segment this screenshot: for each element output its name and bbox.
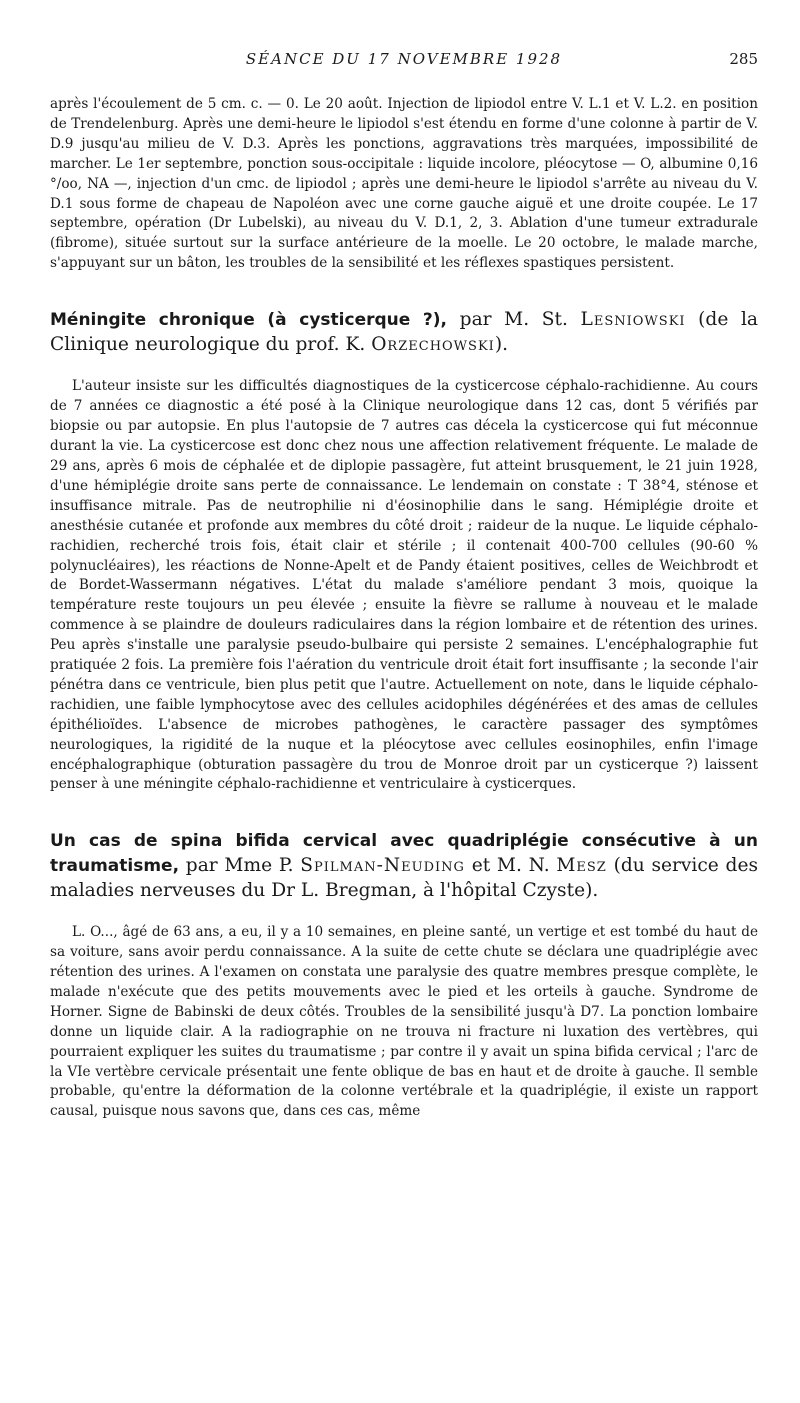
byline-part: et M. N. bbox=[464, 854, 557, 876]
byline-part: par Mme P. bbox=[179, 854, 301, 876]
article-title-main: Un cas de spina bifida cervical avec quadriplégie consécutive à un traumatisme, bbox=[50, 831, 758, 876]
byline-part: par M. St. bbox=[447, 309, 581, 331]
author-name: Mesz bbox=[556, 854, 607, 876]
clinic-chief-name: Orzechowski bbox=[371, 333, 495, 355]
case-continuation-paragraph: après l'écoulement de 5 cm. c. — 0. Le 20 août. Injection de lipiodol entre V. L.1 et V. L.2. en position de Trendelenburg. Après une demi-heure le lipiodol s'est étendu en forme d'une colonne à partir de V. D.9 jusqu'au milieu de V. D.3. Après les ponctions, aggravations très marquées, impossibilité de marcher. Le 1er septembre, ponction sous-occipitale : liquide incolore, pléocytose — O, albumine 0,16 °/oo, NA —, injection d'un cmc. de lipiodol ; après une demi-heure le lipiodol s'arrête au niveau du V. D.1 sous forme de chapeau de Napoléon avec une corne gauche aiguë et une droite coupée. Le 17 septembre, opération (Dr Lubelski), au niveau du V. D.1, 2, 3. Ablation d'une tumeur extradurale (fibrome), située surtout sur la surface antérieure de la moelle. Le 20 octobre, le malade marche, s'appuyant sur un bâton, les troubles de la sensibilité et les réflexes spastiques persistent. bbox=[50, 96, 758, 272]
byline-part: ). bbox=[494, 333, 508, 355]
author-name: Spilman-Neuding bbox=[300, 854, 465, 876]
article-title-meningite bbox=[50, 308, 758, 356]
article-body-spina-bifida: L. O..., âgé de 63 ans, a eu, il y a 10 semaines, en pleine santé, un vertige et est tombé du haut de sa voiture, sans avoir perdu connaissance. A la suite de cette chute se déclara une quadriplégie avec rétention des urines. A l'examen on constata une paralysie des quatre membres presque complète, le malade n'exécute que des petits mouvements avec le pied et les orteils à gauche. Syndrome de Horner. Signe de Babinski de deux côtés. Troubles de la sensibilité jusqu'à D7. La ponction lombaire donne un liquide clair. A la radiographie on ne trouva ni fracture ni luxation des vertèbres, qui pourraient expliquer les suites du traumatisme ; par contre il y avait un spina bifida cervical ; l'arc de la VIe vertèbre cervicale présentait une fente oblique de bas en haut et de droite à gauche. Il semble probable, qu'entre la déformation de la colonne vertébrale et la quadriplégie, il existe un rapport causal, puisque nous savons que, dans ces cas, même bbox=[50, 924, 758, 1120]
article-body-meningite: L'auteur insiste sur les difficultés diagnostiques de la cysticercose céphalo-rachidienne. Au cours de 7 années ce diagnostic a été posé à la Clinique neurologique dans 12 cas, dont 5 vérifiés par biopsie ou par autopsie. En plus l'autopsie de 7 autres cas décela la cysticercose qui fut méconnue durant la vie. La cysticercose est donc chez nous une affection relativement fréquente. Le malade de 29 ans, après 6 mois de céphalée et de diplopie passagère, fut atteint brusquement, le 21 juin 1928, d'une hémiplégie droite sans perte de connaissance. Le lendemain on constate : T 38°4, sténose et insuffisance mitrale. Pas de neutrophilie ni d'éosinophilie dans le sang. Hémiplégie droite et anesthésie cutanée et profonde aux membres du côté droit ; raideur de la nuque. Le liquide céphalo-rachidien, recherché trois fois, était clair et stérile ; il contenait 400-700 cellules (90-60 % polynucléaires), les réactions de Nonne-Apelt et de Pandy étaient positives, celles de Weichbrodt et de Bordet-Wassermann négatives. L'état du malade s'améliore pendant 3 mois, quoique la température reste toujours un peu élevée ; ensuite la fièvre se rallume à nouveau et le malade commence à se plaindre de douleurs radiculaires dans la région lombaire et de rétention des urines. Peu après s'installe une paralysie pseudo-bulbaire qui persiste 2 semaines. L'encéphalographie fut pratiquée 2 fois. La première fois l'aération du ventricule droit était fort insuffisante ; la seconde l'air pénétra dans ce ventricule, bien plus petit que l'autre. Actuellement on note, dans le liquide céphalo-rachidien, une faible lymphocytose avec des cellules acidophiles dégénérées et des amas de cellules épithélioïdes. L'absence de microbes pathogènes, le caractère passager des symptômes neurologiques, la rigidité de la nuque et la pléocytose avec cellules eosinophiles, enfin l'image encéphalographique (obturation passagère du trou de Monroe droit par un cysticerque ?) laissent penser à une méningite céphalo-rachidienne et ventriculaire à cysticerques. bbox=[50, 378, 758, 793]
journal-page bbox=[50, 0, 758, 1122]
running-header bbox=[50, 0, 758, 68]
running-title: SÉANCE DU 17 NOVEMBRE 1928 bbox=[245, 50, 563, 68]
article-title-spina-bifida bbox=[50, 829, 758, 902]
byline-part: (du service des maladies nerveuses du Dr L. Bregman, à l'hôpital Czyste). bbox=[50, 854, 758, 901]
author-name: Lesniowski bbox=[580, 309, 686, 331]
byline-part: (de la Clinique neurologique du prof. K. bbox=[50, 309, 759, 355]
page-number: 285 bbox=[729, 50, 758, 68]
article-title-main: Méningite chronique (à cysticerque ?), bbox=[50, 310, 448, 331]
